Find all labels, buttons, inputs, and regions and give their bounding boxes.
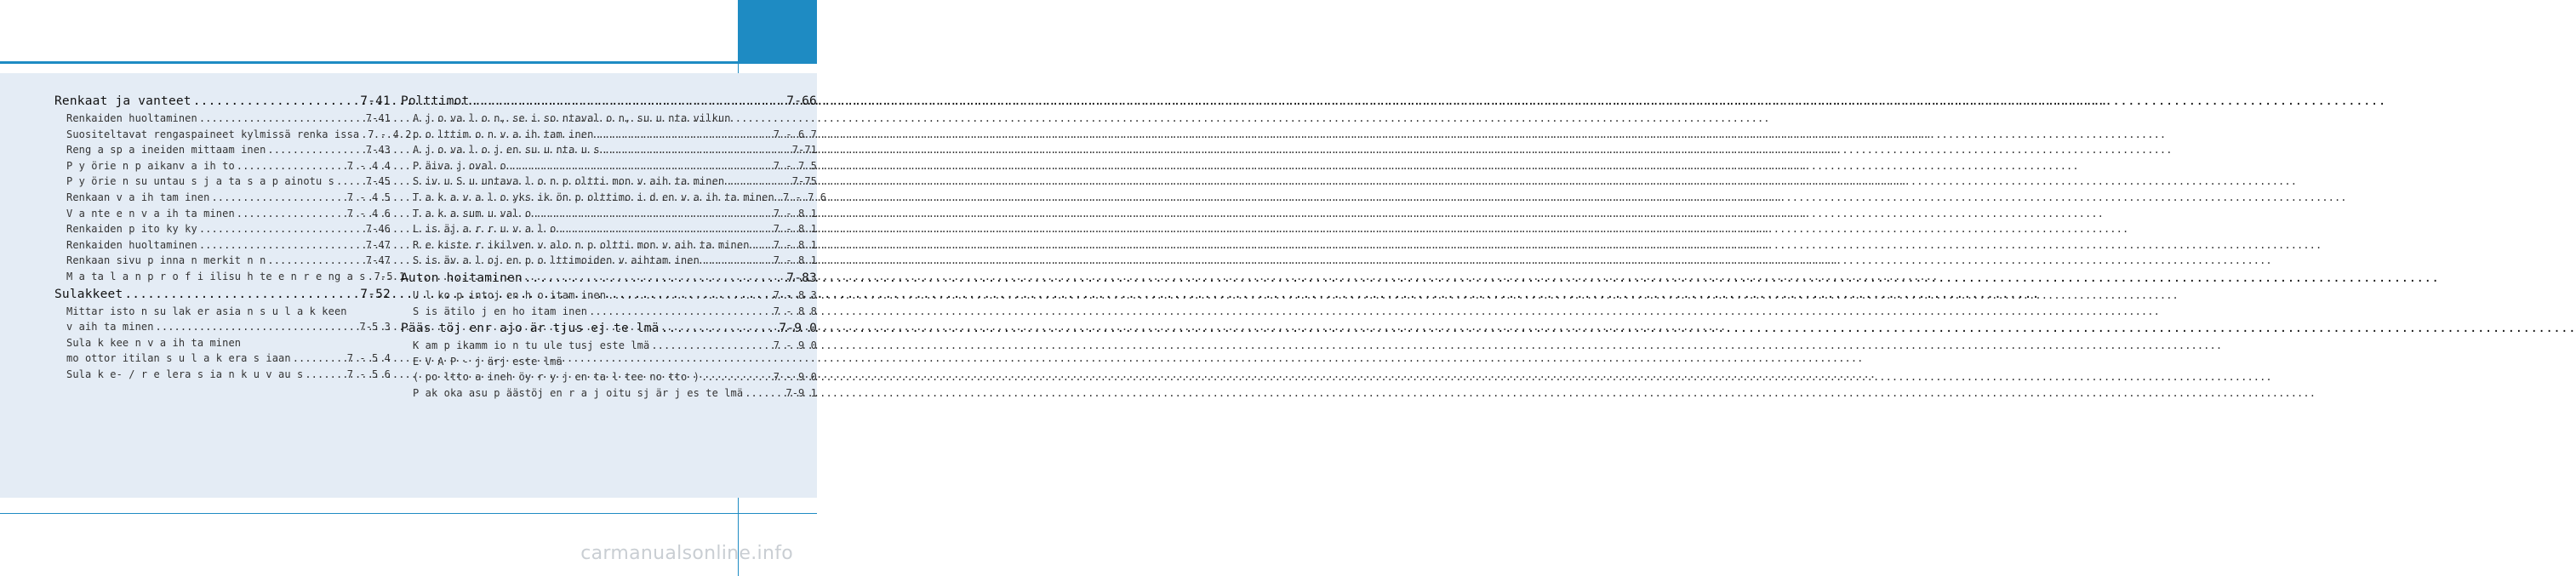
toc-page-number: 7-9 1 <box>785 386 817 399</box>
toc-page-number: 7 - 9 0 <box>773 371 817 384</box>
toc-entry[interactable] <box>401 288 817 304</box>
toc-page-number: 7 - 4 4 <box>346 159 391 172</box>
toc-page-number: 7 - 8 1 <box>773 207 817 220</box>
toc-entry-title: A j o va l o j en su u nta u s <box>413 144 600 157</box>
toc-page-number: 7-5 3 <box>359 321 391 334</box>
dot-leader <box>589 304 772 320</box>
toc-entry[interactable] <box>54 206 391 222</box>
toc-entry-title: Renkaat ja vanteet <box>54 94 191 108</box>
toc-entry[interactable] <box>401 221 817 237</box>
toc-entry[interactable] <box>401 338 817 354</box>
toc-entry[interactable] <box>54 351 391 367</box>
dot-leader <box>508 158 772 174</box>
toc-entry-title: K am p ikamm io n tu ule tusj este lmä <box>413 339 650 352</box>
toc-page-number: 7 - 7 6 <box>782 191 827 203</box>
toc-entry-title: S is äv a l oj en p o lttimoiden v aihtam inen <box>413 254 700 267</box>
toc-left-column <box>54 92 412 383</box>
toc-section-heading[interactable] <box>401 92 817 111</box>
toc-entry-title: V a nte e n v a ih ta minen <box>66 207 235 220</box>
dot-leader <box>471 92 785 111</box>
toc-page-number: 7-75 <box>791 175 817 188</box>
dot-leader <box>211 190 345 206</box>
toc-page-number: 7 - 4 6 <box>346 207 391 220</box>
toc-entry-title: Renkaan v a ih tam inen <box>66 191 210 203</box>
dot-leader <box>751 237 772 254</box>
toc-entry-title: R e kiste r ikilven v alo n p oltti mon v aih ta minen <box>413 238 750 251</box>
dot-leader <box>595 127 771 143</box>
toc-page-number: 7-45 <box>365 175 391 188</box>
watermark: carmanualsonline.info <box>580 543 793 564</box>
toc-panel <box>0 73 827 498</box>
toc-entry-title: p o lttim o n v a ih tam inen <box>413 128 594 140</box>
toc-entry-title: P ak oka asu p äästöj en r a j oitu sj är j es te lmä <box>413 386 744 399</box>
dot-leader <box>745 385 784 402</box>
toc-entry[interactable] <box>401 127 817 143</box>
toc-entry-title: Renkaiden huoltaminen <box>66 112 197 124</box>
dot-leader <box>651 338 771 354</box>
dot-leader <box>557 221 771 237</box>
toc-entry-title: mo ottor itilan s u l a k era s iaan <box>66 352 291 365</box>
toc-entry[interactable] <box>401 253 817 269</box>
toc-page-number: 7-52 <box>360 287 391 301</box>
toc-entry[interactable] <box>54 158 391 174</box>
toc-entry[interactable] <box>54 221 391 237</box>
toc-entry-title: L is äj a r r u v a l o <box>413 223 557 236</box>
toc-page-number: 7 - 8 1 <box>773 238 817 251</box>
dot-leader <box>602 142 791 158</box>
toc-page-number: 7-66 <box>786 94 817 108</box>
toc-page-number: 7-41 <box>360 94 391 108</box>
toc-section-heading[interactable] <box>401 269 817 288</box>
toc-entry-title: Renkaan sivu p inna n merkit n n <box>66 254 266 267</box>
toc-entry-title: Renkaiden p ito ky ky <box>66 223 197 236</box>
toc-entry-text: E V A P - j ärj este lmä <box>413 355 563 368</box>
toc-entry[interactable] <box>401 158 817 174</box>
footer-rule <box>0 513 817 514</box>
toc-page-number: 7-46 <box>365 223 391 236</box>
toc-entry[interactable] <box>54 269 406 285</box>
toc-entry[interactable] <box>54 127 412 143</box>
toc-entry-title: Renkaiden huoltaminen <box>66 238 197 251</box>
toc-page-number: 7 - 8 1 <box>773 254 817 267</box>
toc-page-number: 7 - 7 5 <box>773 159 817 172</box>
toc-page-number: 7 - 9 0 <box>773 339 817 352</box>
dot-leader <box>267 142 363 158</box>
toc-entry[interactable] <box>401 385 817 402</box>
toc-page-number: 7-47 <box>365 238 391 251</box>
toc-page-number: 7-83 <box>786 271 817 285</box>
toc-right-column <box>401 92 827 402</box>
toc-section-heading[interactable] <box>54 92 391 111</box>
toc-entry[interactable] <box>54 253 391 269</box>
dot-leader <box>193 92 359 111</box>
toc-entry-title: Polttimot <box>401 94 470 108</box>
toc-page-number: 7-47 <box>365 254 391 267</box>
toc-entry-text: A j o va l o n, se i so ntaval o n, su u nta vilkun <box>413 112 731 124</box>
dot-leader <box>701 369 772 385</box>
dot-leader <box>661 319 778 338</box>
dot-leader <box>361 127 366 143</box>
dot-leader <box>726 174 790 190</box>
dot-leader <box>533 206 772 222</box>
toc-entry-title: S iv u S u untava l o n p oltti mon v aih ta minen <box>413 175 725 188</box>
dot-leader <box>199 111 364 127</box>
toc-entry[interactable] <box>54 174 391 190</box>
dot-leader <box>237 206 346 222</box>
toc-page-number: 7 - 8 1 <box>773 223 817 236</box>
toc-entry-text: Mittar isto n su lak er asia n s u l a k keen <box>66 305 347 317</box>
toc-entry-title: Reng a sp a ineiden mittaam inen <box>66 144 266 157</box>
toc-entry-title: Pääs töj enr ajo är tjus ej te lmä <box>401 322 660 336</box>
toc-entry-title: Suositeltavat rengaspaineet kylmissä renka issa <box>66 128 360 140</box>
toc-section-heading[interactable] <box>401 319 817 338</box>
dot-leader <box>701 253 772 269</box>
header-rule <box>0 61 817 64</box>
toc-page-number: 7 - 8 8 <box>773 305 817 317</box>
toc-entry-title: P y örie n p aikanv a ih to <box>66 159 235 172</box>
dot-leader <box>305 367 345 383</box>
toc-entry-title: T a k a v a l o yks ik ön p olttimo i d en v a ih ta minen <box>413 191 774 203</box>
toc-entry[interactable] <box>54 142 391 158</box>
toc-entry[interactable] <box>54 367 391 383</box>
dot-leader <box>524 269 785 288</box>
toc-entry-title: M a ta l a n p r o f i ilisu h te e n r e ng a s <box>66 270 366 282</box>
toc-page-number: 7 - 5 6 <box>346 368 391 380</box>
toc-section-heading[interactable] <box>54 285 391 304</box>
dot-leader <box>336 174 364 190</box>
toc-entry-title: ( po ltto a ineh öy r y j en ta l tee no tto ) <box>413 371 700 384</box>
toc-page-number: 7-71 <box>791 144 817 157</box>
dot-leader <box>124 285 358 304</box>
toc-entry-title: Sulakkeet <box>54 287 123 301</box>
dot-leader <box>293 351 346 367</box>
toc-page-number: 7-43 <box>365 144 391 157</box>
dot-leader <box>608 288 772 304</box>
toc-entry[interactable] <box>54 190 391 206</box>
toc-entry[interactable] <box>401 206 817 222</box>
toc-entry[interactable] <box>54 111 391 127</box>
toc-page-number: 7-9 0 <box>779 322 817 336</box>
toc-entry-title: T a k a sum u val o <box>413 207 532 220</box>
toc-entry-title: P y örie n su untau s j a ta s a p ainotu s <box>66 175 334 188</box>
toc-entry-title: P äiva j oval o <box>413 159 506 172</box>
toc-entry[interactable] <box>401 190 827 206</box>
dot-leader <box>776 190 781 206</box>
toc-page-number: 7 - 6 7 <box>773 128 817 140</box>
toc-entry[interactable] <box>401 174 817 190</box>
toc-entry[interactable] <box>401 369 817 385</box>
dot-leader <box>199 237 364 254</box>
corner-accent-block <box>738 0 817 61</box>
dot-leader <box>199 221 364 237</box>
toc-entry-text: Sula k kee n v a ih ta minen <box>66 336 242 349</box>
toc-entry[interactable] <box>401 304 817 320</box>
toc-entry-title: Auton hoitaminen <box>401 271 523 285</box>
toc-page-number: 7 - 5 4 <box>346 352 391 365</box>
toc-entry[interactable] <box>54 319 391 335</box>
toc-entry[interactable] <box>401 142 817 158</box>
dot-leader <box>368 269 373 285</box>
toc-entry-title: U l ko p intoj en h o itam inen <box>413 288 607 301</box>
toc-entry[interactable] <box>401 237 817 254</box>
toc-entry-title: v aih ta minen <box>66 321 154 334</box>
toc-page-number: 7 - 4 2 <box>368 128 412 140</box>
toc-page-number: 7-5 1 <box>374 270 406 282</box>
toc-entry[interactable] <box>54 237 391 254</box>
dot-leader <box>267 253 363 269</box>
toc-page-number: 7-41 <box>365 112 391 124</box>
toc-entry-title: S is ätilo j en ho itam inen <box>413 305 588 317</box>
toc-page-number: 7 - 4 5 <box>346 191 391 203</box>
toc-entry-title: Sula k e- / r e lera s ia n k u v au s <box>66 368 304 380</box>
dot-leader <box>237 158 346 174</box>
dot-leader <box>156 319 358 335</box>
toc-page-number: 7 - 8 3 <box>773 288 817 301</box>
